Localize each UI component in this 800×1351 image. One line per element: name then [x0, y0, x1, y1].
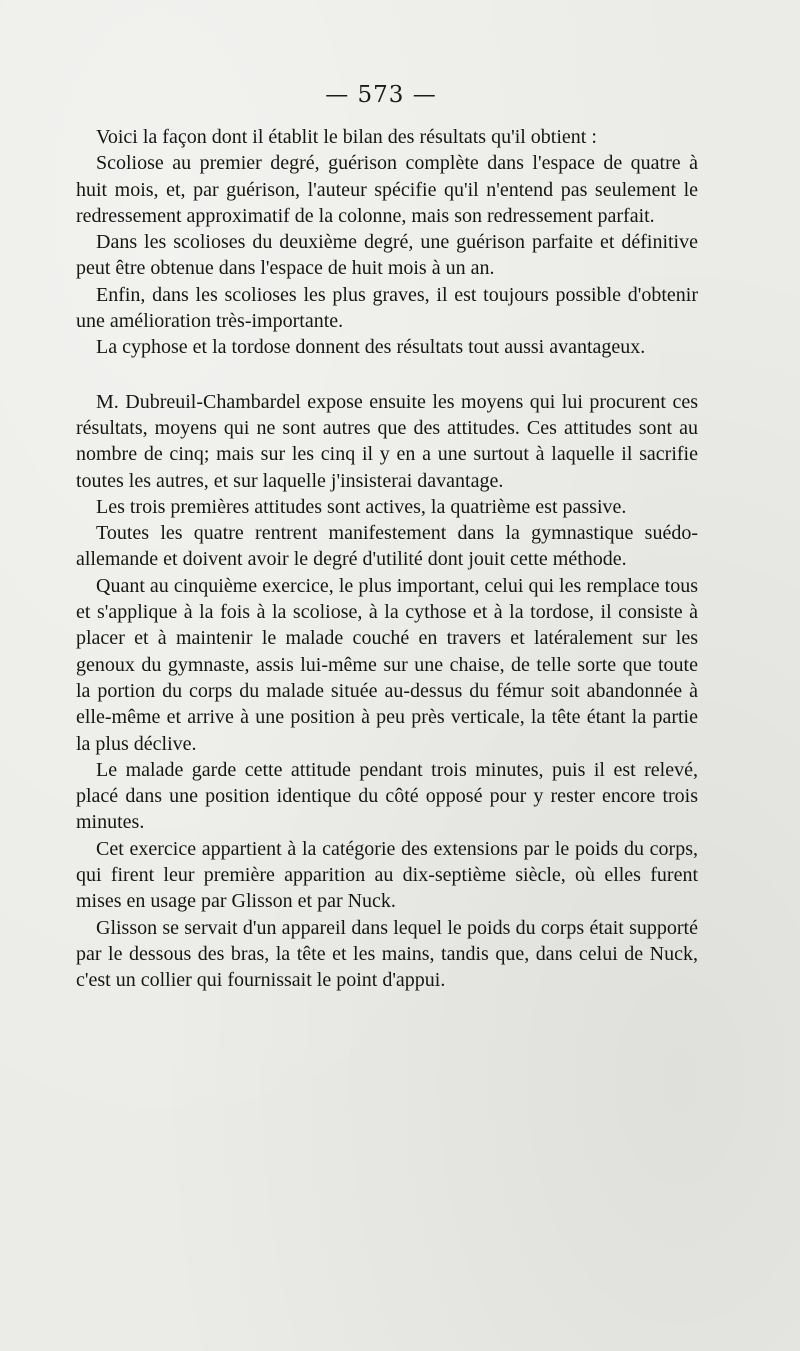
page-number: — 573 —: [325, 82, 437, 108]
body-text: [76, 124, 698, 994]
paragraph: M. Dubreuil-Chambardel expose ensuite les moyens qui lui procurent ces résultats, moyens qui ne sont autres que des attitudes. Ces attitudes sont au nombre de cinq; mais sur les cinq il y en a une surtout à laquelle il sacrifie toutes les autres, et sur laquelle j'insisterai davantage.: [76, 390, 698, 492]
paragraph: Les trois premières attitudes sont actives, la quatrième est passive.: [96, 495, 627, 518]
paragraph: Toutes les quatre rentrent manifestement dans la gymnastique suédo-allemande et doivent avoir le degré d'utilité dont jouit cette méthode.: [76, 522, 698, 571]
paragraph: Enfin, dans les scolioses les plus graves, il est toujours possible d'obtenir une amélioration très-importante.: [76, 283, 698, 333]
paragraph: Dans les scolioses du deuxième degré, une guérison parfaite et définitive peut être obtenue dans l'espace de huit mois à un an.: [76, 231, 698, 280]
paragraph: La cyphose et la tordose donnent des résultats tout aussi avantageux.: [96, 336, 646, 359]
paragraph: Cet exercice appartient à la catégorie des extensions par le poids du corps, qui firent leur première apparition au dix-septième siècle, où elles furent mises en usage par Glisson et par Nuck.: [76, 837, 698, 913]
paragraph: Scoliose au premier degré, guérison complète dans l'espace de quatre à huit mois, et, par guérison, l'auteur spécifie qu'il n'entend pas seulement le redressement approximatif de la colonne, mais son redressement parfait.: [76, 152, 698, 227]
paragraph: Glisson se servait d'un appareil dans lequel le poids du corps était supporté par le dessous des bras, la tête et les mains, tandis que, dans celui de Nuck, c'est un collier qui fournissait le point d'appui.: [76, 916, 698, 992]
paragraph: Quant au cinquième exercice, le plus important, celui qui les remplace tous et s'applique à la fois à la scoliose, à la cythose et à la tordose, il consiste à placer et à maintenir le malade couché en travers et latéralement sur les genoux du gymnaste, assis lui-même sur une chaise, de telle sorte que toute la portion du corps du malade située au-dessus du fémur soit abandonnée à elle-même et arrive à une position à peu près verticale, la tête étant la partie la plus déclive.: [76, 574, 698, 755]
paragraph: Voici la façon dont il établit le bilan des résultats qu'il obtient :: [96, 126, 597, 148]
paragraph: Le malade garde cette attitude pendant trois minutes, puis il est relevé, placé dans une position identique du côté opposé pour y rester encore trois minutes.: [76, 758, 698, 834]
